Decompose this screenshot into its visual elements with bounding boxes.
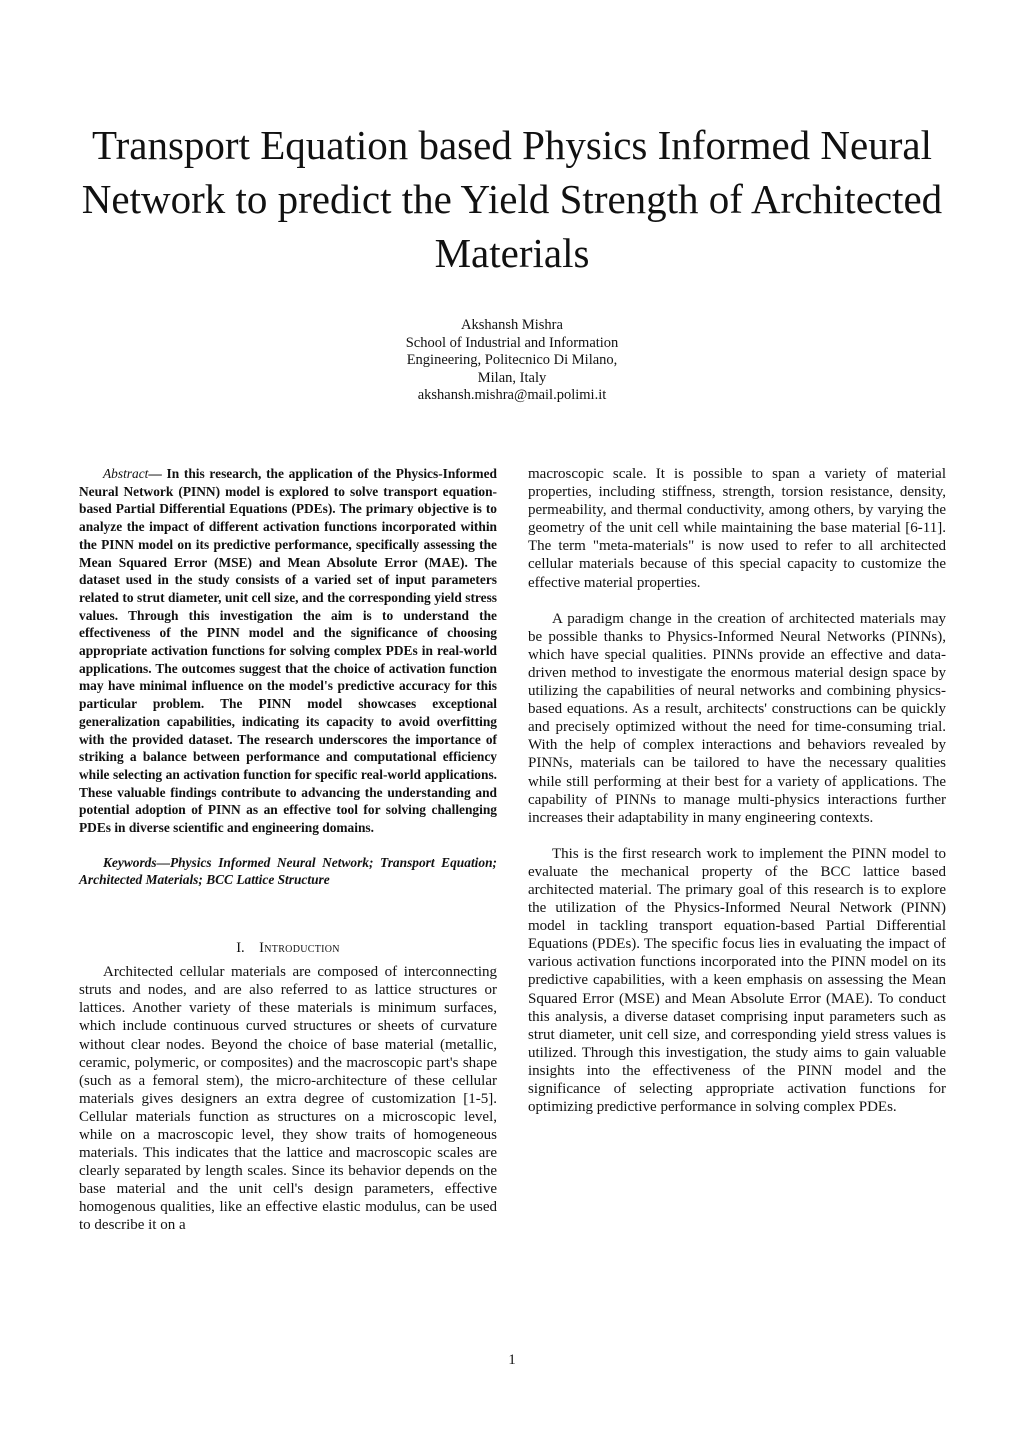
abstract-label: Abstract bbox=[103, 466, 149, 481]
author-block bbox=[362, 317, 662, 405]
keywords-label: Keywords— bbox=[103, 854, 170, 870]
author-affiliation-line-1: School of Industrial and Information bbox=[405, 334, 619, 351]
intro-paragraph-2: A paradigm change in the creation of architected materials may be possible thanks to Physics-Informed Neural Networks (PINNs), which have special qualities. PINNs provide an effective and data-driven method to investigate the enormous material design space by utilizing the capabilities of neural networks and combining physics-based equations. As a result, architects' constructions can be quickly and precisely optimized without the need for time-consuming trial. With the help of complex interactions and behaviors revealed by PINNs, materials can be tailored to have the necessary qualities while still performing at their best for a variety of applications. The capability of PINNs to manage multi-physics interactions further increases their adaptability in many engineering contexts. bbox=[528, 610, 946, 826]
author-affiliation-line-3: Milan, Italy bbox=[477, 369, 547, 386]
section-title: Introduction bbox=[259, 940, 340, 957]
intro-paragraph-1-continued: macroscopic scale. It is possible to span a variety of material properties, including stiffness, strength, torsion resistance, density, permeability, and thermal conductivity, among others, by varying the geometry of the unit cell while maintaining the base material [6-11]. The term "meta-materials" is now used to refer to all architected cellular materials because of this special capacity to customize the effective material properties. bbox=[528, 466, 946, 591]
left-column bbox=[79, 465, 497, 1235]
author-affiliation-line-2: Engineering, Politecnico Di Milano, bbox=[406, 352, 618, 368]
author-name: Akshansh Mishra bbox=[461, 317, 563, 333]
intro-paragraph-3: This is the first research work to implement the PINN model to evaluate the mechanical property of the BCC lattice based architected material. The primary goal of this research is to explore the utilization of the Physics-Informed Neural Network (PINN) model in tackling transport equation-based Partial Differential Equations (PDEs). The specific focus lies in evaluating the impact of various activation functions incorporated into the PINN model on its predictive capabilities, with a keen emphasis on assessing the Mean Squared Error (MSE) and Mean Absolute Error (MAE). To conduct this analysis, a diverse dataset comprising input parameters such as strut diameter, unit cell size, and corresponding yield stress values is utilized. Through this investigation, the study aims to gain valuable insights into the effectiveness of the PINN model and the significance of selecting appropriate activation functions for optimizing predictive performance in solving complex PDEs. bbox=[528, 845, 946, 1116]
abstract-text: In this research, the application of the Physics-Informed Neural Network (PINN) model is explored to solve transport equation-based Partial Differential Equations (PDEs). The primary objective is to analyze the impact of different activation functions incorporated within the PINN model on its predictive performance, specifically assessing the Mean Squared Error (MSE) and Mean Absolute Error (MAE). The dataset used in the study consists of a varied set of input parameters related to strut diameter, unit cell size, and the corresponding yield stress values. Through this investigation the aim is to understand the effectiveness of the PINN model and the significance of choosing appropriate activation functions for solving complex PDEs in real-world applications. The outcomes suggest that the choice of activation function may have minimal influence on the model's predictive accuracy for this particular problem. The PINN model showcases exceptional generalization capabilities, indicating its capacity to avoid overfitting with the provided dataset. The research underscores the importance of striking a balance between performance and computational efficiency while selecting an activation function for specific real-world applications. These valuable findings contribute to advancing the understanding and potential adoption of PINN as an effective tool for solving challenging PDEs in diverse scientific and engineering domains. bbox=[79, 466, 497, 836]
paper-title: Transport Equation based Physics Informed Neural Network to predict the Yield Strength of Architected Materials bbox=[81, 122, 943, 276]
keywords-text: Physics Informed Neural Network; Transport Equation; Architected Materials; BCC Lattice Structure bbox=[79, 854, 497, 888]
section-number: I. bbox=[236, 940, 245, 957]
section-heading-introduction bbox=[79, 939, 497, 957]
right-column bbox=[528, 465, 946, 1116]
intro-paragraph-1: Architected cellular materials are composed of interconnecting struts and nodes, and are also referred to as lattice structures or lattices. Another variety of these materials is minimum surfaces, which include continuous curved structures or sheets of curvature without clear nodes. Beyond the choice of base material (metallic, ceramic, polymeric, or composites) and the macroscopic part's shape (such as a femoral stem), the micro-architecture of these cellular materials gives designers an extra degree of customization [1-5]. Cellular materials function as structures on a microscopic level, while on a macroscopic level, they show traits of homogeneous materials. This indicates that the lattice and macroscopic scales are clearly separated by length scales. Since its behavior depends on the base material and the unit cell's design parameters, effective homogenous qualities, like an effective elastic modulus, can be used to describe it on a bbox=[79, 964, 497, 1234]
abstract-separator: — bbox=[148, 466, 167, 481]
keywords bbox=[79, 854, 497, 889]
page-number: 1 bbox=[508, 1352, 516, 1368]
author-email: akshansh.mishra@mail.polimi.it bbox=[417, 387, 607, 403]
abstract bbox=[79, 465, 497, 837]
